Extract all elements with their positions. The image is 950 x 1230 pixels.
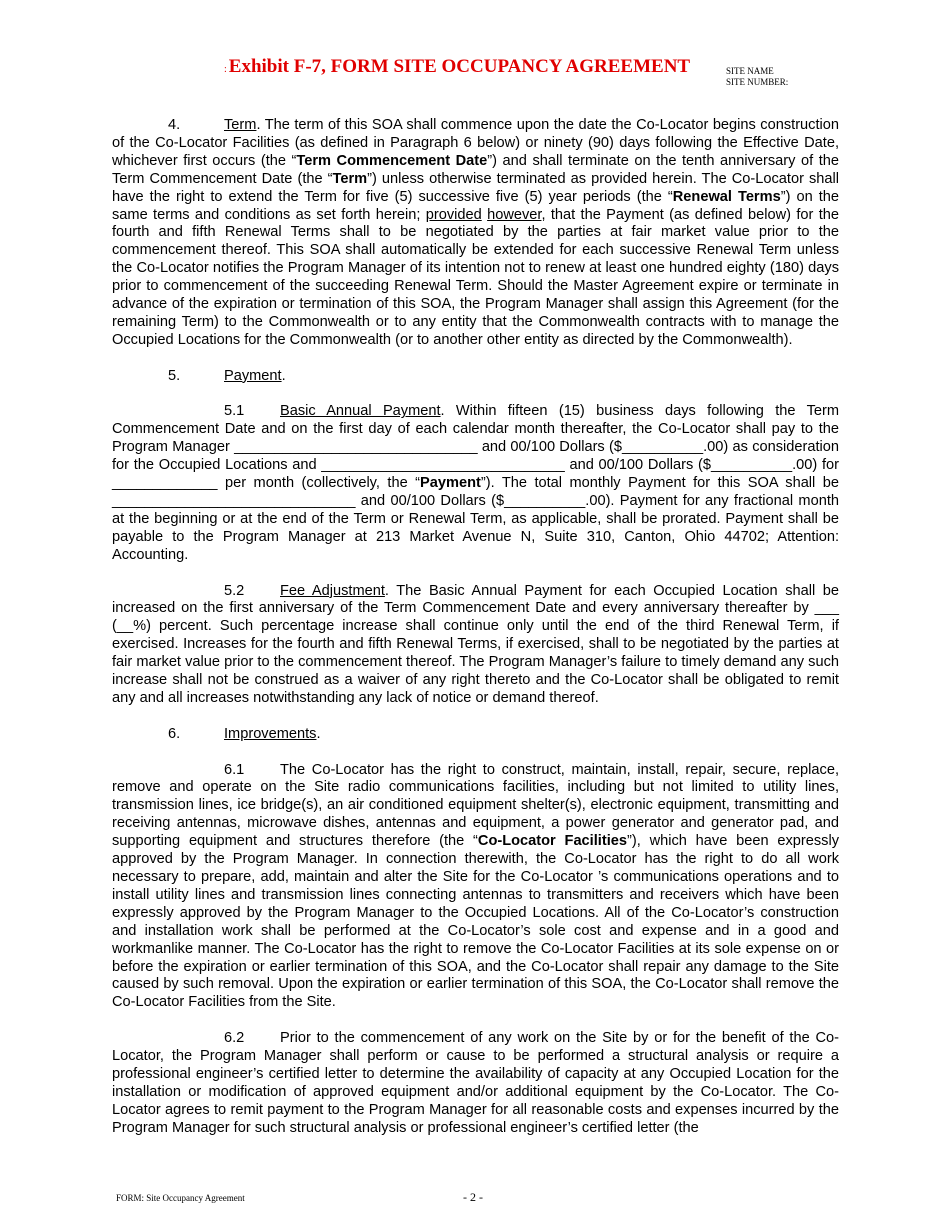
section-number: 5.1 xyxy=(224,403,245,420)
underlined-term: however xyxy=(487,206,542,223)
section-heading: Improvements xyxy=(224,725,317,742)
section-4-term xyxy=(112,117,839,350)
text-run: . xyxy=(316,725,321,742)
section-number: 4. xyxy=(168,117,181,133)
text-run: ”) and shall terminate on the tenth anniversary of the Term Commencement Date (the “ xyxy=(112,152,840,187)
section-5-payment xyxy=(112,368,839,386)
section-heading: Basic Annual Payment xyxy=(280,403,441,420)
document-body xyxy=(112,117,839,1155)
text-run: . Within fifteen (15) business days following the Term Commencement Date and on the first day of each calendar month thereafter, the Co-Locator shall pay to the Program Manager ______________________________ and 00/100 Dollars ($__________.00) as consideration for the Occupied Locations and ______________________________ and 00/100 Dollars ($__________.00) for _____________ per month (collectively, the “ xyxy=(112,403,839,492)
page-number: - 2 - xyxy=(463,1190,483,1204)
section-number: 6.2 xyxy=(224,1030,245,1047)
defined-term: Payment xyxy=(420,475,481,492)
section-heading: Fee Adjustment xyxy=(280,582,385,599)
site-info xyxy=(726,66,788,88)
text-run: ”) on the same terms and conditions as set forth herein; xyxy=(112,188,839,223)
section-6-improvements xyxy=(112,726,839,744)
section-number: 5.2 xyxy=(224,582,245,599)
text-run: The Co-Locator has the right to construct, maintain, install, repair, secure, replace, remove and operate on the Site radio communications facilities, including but not limited to utility lines, transmission lines, ice bridge(s), an air conditioned equipment shelter(s), electronic equipment, transmitting and receiving antennas, microwave dishes, antennas and equipment, a power generator and generator pad, and supporting equipment and structures therefore (the “ xyxy=(112,761,839,850)
site-name-label: SITE NAME xyxy=(726,66,774,76)
section-heading: Payment xyxy=(224,367,282,384)
section-5-2-fee-adjustment xyxy=(112,583,839,708)
text-run: ”), which have been expressly approved by the Program Manager. In connection therewith, the Co-Locator has the right to do all work necessary to prepare, add, maintain and alter the Site for the Co-Locator ’s communications operations and to install utility lines and transmission lines connecting antennas to transmitters and receivers which have been expressly approved by the Program Manager to the Occupied Locations. All of the Co-Locator’s construction and installation work shall be performed at the Co-Locator’s sole cost and expense and in a good and workmanlike manner. The Co-Locator has the right to remove the Co-Locator Facilities at its sole expense on or before the expiration or earlier termination of this SOA, and the Co-Locator shall repair any damage to the Site caused by such removal. Upon the expiration or earlier termination of this SOA, the Co-Locator shall remove the Co-Locator Facilities from the Site. xyxy=(112,833,840,1011)
defined-term: Term xyxy=(332,170,368,187)
section-heading: Term xyxy=(224,117,257,133)
title-marker: : xyxy=(224,64,227,75)
section-6-1 xyxy=(112,762,839,1013)
section-5-1-basic-annual-payment xyxy=(112,403,839,564)
text-run: . The term of this SOA shall commence upon the date the Co-Locator begins construction of the Co-Locator Facilities (as defined in Paragraph 6 below) or ninety (90) days following the Effective Date, whichever first occurs (the “ xyxy=(112,117,839,169)
section-number: 6. xyxy=(168,725,181,742)
section-number: 5. xyxy=(168,367,181,384)
text-run: ”). The total monthly Payment for this SOA shall be ______________________________ and 00/100 Dollars ($__________.00). Payment for any fractional month at the beginning or at the end of the Term or Renewal Term, as applicable, shall be prorated. Payment shall be payable to the Program Manager at 213 Market Avenue N, Suite 310, Canton, Ohio 44702; Attention: Accounting. xyxy=(112,475,839,563)
text-run: ”) unless otherwise terminated as provided herein. The Co-Locator shall have the right to extend the Term for five (5) successive five (5) year periods (the “ xyxy=(112,170,839,205)
text-run: Prior to the commencement of any work on the Site by or for the benefit of the Co-Locator, the Program Manager shall perform or cause to be performed a structural analysis or require a professional engineer’s certified letter to determine the availability of capacity at any Occupied Location for the installation or modification of approved equipment and/or additional equipment by the Co-Locator. The Co-Locator agrees to remit payment to the Program Manager for all reasonable costs and expenses incurred by the Program Manager for such structural analysis or professional engineer’s certified letter (the xyxy=(112,1030,839,1136)
text-run: , that the Payment (as defined below) for the fourth and fifth Renewal Terms shall to be negotiated by the parties at fair market value prior to the commencement thereof. This SOA shall automatically be extended for each successive Renewal Term unless the Co-Locator notifies the Program Manager of its intention not to renew at least one hundred eighty (180) days prior to commencement of the succeeding Renewal Term. Should the Master Agreement expire or terminate in advance of the expiration or termination of this SOA, the Program Manager shall assign this Agreement (for the remaining Term) to the Commonwealth or to any entity that the Commonwealth contracts with to manage the Occupied Locations for the Commonwealth (or to another other entity as directed by the Commonwealth). xyxy=(112,206,839,348)
text-run: . The Basic Annual Payment for each Occupied Location shall be increased on the first anniversary of the Term Commencement Date and every anniversary thereafter by ___ (__%) percent. Such percentage increase shall continue only until the end of the third Renewal Term, if exercised. Increases for the fourth and fifth Renewal Terms, if exercised, shall to be negotiated by the parties at fair market value prior to the commencement thereof. The Program Manager’s failure to timely demand any such increase shall not be construed as a waiver of any right thereto and the Co-Locator shall be obligated to remit any and all increases notwithstanding any lack of notice or demand thereof. xyxy=(112,582,839,706)
defined-term: Co-Locator Facilities xyxy=(477,833,627,850)
underlined-term: provided xyxy=(425,206,482,223)
title-text: Exhibit F-7, FORM SITE OCCUPANCY AGREEMENT xyxy=(228,56,691,77)
section-6-2 xyxy=(112,1030,839,1137)
footer-form-label: FORM: Site Occupancy Agreement xyxy=(116,1193,245,1203)
text-run: . xyxy=(281,367,286,384)
site-number-label: SITE NUMBER: xyxy=(726,77,789,87)
document-title xyxy=(224,56,690,78)
defined-term: Term Commencement Date xyxy=(296,152,488,169)
section-number: 6.1 xyxy=(224,761,245,778)
defined-term: Renewal Terms xyxy=(672,188,781,205)
